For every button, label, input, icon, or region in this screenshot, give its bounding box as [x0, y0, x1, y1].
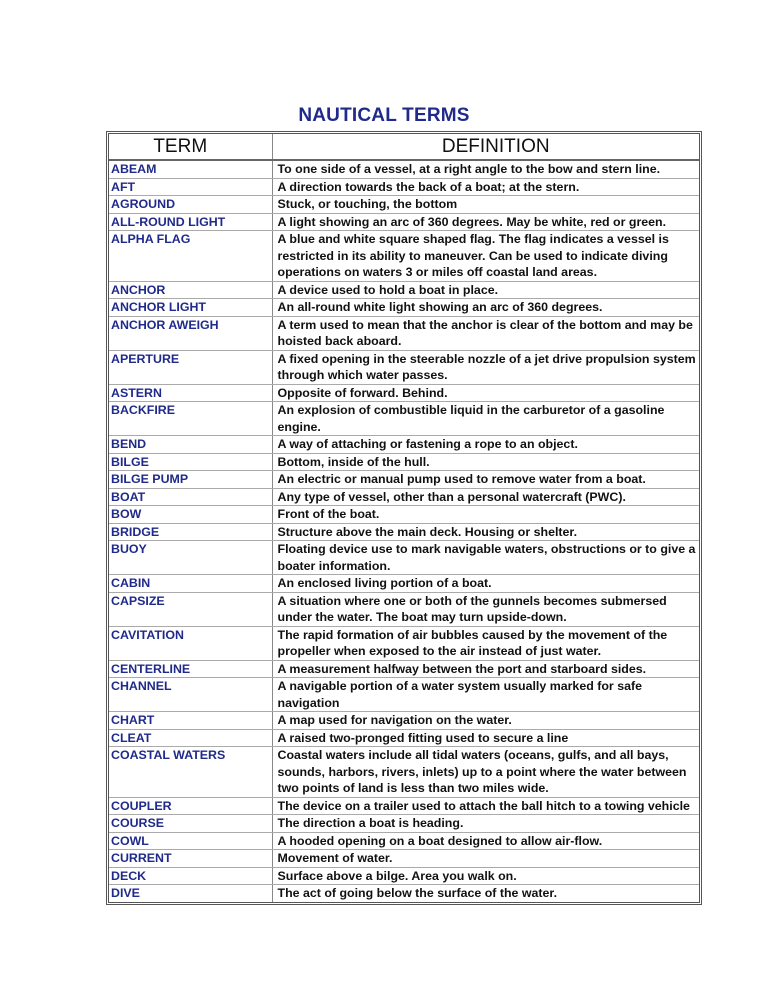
definition-cell: Movement of water.: [272, 850, 699, 868]
definition-cell: An enclosed living portion of a boat.: [272, 575, 699, 593]
header-row: [109, 134, 699, 160]
term-cell: ASTERN: [109, 384, 272, 402]
table-row: [109, 506, 699, 524]
table-row: [109, 712, 699, 730]
definition-cell: A fixed opening in the steerable nozzle of a jet drive propulsion system through which water passes.: [272, 350, 699, 384]
definition-cell: Front of the boat.: [272, 506, 699, 524]
table-row: [109, 384, 699, 402]
definition-cell: An explosion of combustible liquid in the carburetor of a gasoline engine.: [272, 402, 699, 436]
term-cell: COUPLER: [109, 797, 272, 815]
term-cell: COWL: [109, 832, 272, 850]
term-cell: BUOY: [109, 541, 272, 575]
term-cell: BEND: [109, 436, 272, 454]
definition-cell: The device on a trailer used to attach the ball hitch to a towing vehicle: [272, 797, 699, 815]
definition-cell: A term used to mean that the anchor is clear of the bottom and may be hoisted back aboard.: [272, 316, 699, 350]
definition-cell: A measurement halfway between the port and starboard sides.: [272, 660, 699, 678]
term-cell: BACKFIRE: [109, 402, 272, 436]
term-cell: DIVE: [109, 885, 272, 902]
definition-cell: A navigable portion of a water system usually marked for safe navigation: [272, 678, 699, 712]
table-row: [109, 402, 699, 436]
term-cell: ABEAM: [109, 160, 272, 178]
definition-cell: Stuck, or touching, the bottom: [272, 196, 699, 214]
table-row: [109, 436, 699, 454]
table-row: [109, 281, 699, 299]
table-row: [109, 231, 699, 282]
definition-cell: The rapid formation of air bubbles caused by the movement of the propeller when exposed to the air instead of just water.: [272, 626, 699, 660]
table-row: [109, 592, 699, 626]
term-cell: APERTURE: [109, 350, 272, 384]
table-row: [109, 729, 699, 747]
term-cell: CHANNEL: [109, 678, 272, 712]
definition-cell: An all-round white light showing an arc of 360 degrees.: [272, 299, 699, 317]
table-row: [109, 488, 699, 506]
table-row: [109, 885, 699, 902]
table-row: [109, 453, 699, 471]
definition-cell: The direction a boat is heading.: [272, 815, 699, 833]
page-title: NAUTICAL TERMS: [298, 105, 470, 126]
table-row: [109, 213, 699, 231]
term-cell: CAPSIZE: [109, 592, 272, 626]
definition-column-header: DEFINITION: [272, 134, 699, 160]
definition-cell: Any type of vessel, other than a personal watercraft (PWC).: [272, 488, 699, 506]
definition-cell: A device used to hold a boat in place.: [272, 281, 699, 299]
term-cell: ALL-ROUND LIGHT: [109, 213, 272, 231]
term-cell: ANCHOR: [109, 281, 272, 299]
table-row: [109, 660, 699, 678]
definition-cell: A situation where one or both of the gunnels becomes submersed under the water. The boat may turn upside-down.: [272, 592, 699, 626]
definition-cell: Opposite of forward. Behind.: [272, 384, 699, 402]
definition-cell: A way of attaching or fastening a rope to an object.: [272, 436, 699, 454]
table-row: [109, 678, 699, 712]
table-row: [109, 299, 699, 317]
term-cell: BOW: [109, 506, 272, 524]
term-cell: ANCHOR AWEIGH: [109, 316, 272, 350]
term-column-header: TERM: [109, 134, 272, 160]
term-cell: AFT: [109, 178, 272, 196]
table-row: [109, 832, 699, 850]
definition-cell: Floating device use to mark navigable waters, obstructions or to give a boater information.: [272, 541, 699, 575]
term-cell: BILGE PUMP: [109, 471, 272, 489]
definition-cell: A map used for navigation on the water.: [272, 712, 699, 730]
term-cell: CHART: [109, 712, 272, 730]
definition-cell: To one side of a vessel, at a right angle to the bow and stern line.: [272, 160, 699, 178]
definition-cell: A raised two-pronged fitting used to secure a line: [272, 729, 699, 747]
term-cell: CAVITATION: [109, 626, 272, 660]
table-row: [109, 867, 699, 885]
term-cell: CURRENT: [109, 850, 272, 868]
term-cell: COASTAL WATERS: [109, 747, 272, 798]
definition-cell: Structure above the main deck. Housing or shelter.: [272, 523, 699, 541]
term-cell: COURSE: [109, 815, 272, 833]
table-row: [109, 523, 699, 541]
definition-cell: The act of going below the surface of the water.: [277, 886, 558, 900]
table-row: [109, 747, 699, 798]
definition-cell: A blue and white square shaped flag. The flag indicates a vessel is restricted in its ability to maneuver. Can be used to indicate diving operations on waters 3 or miles off coastal land areas.: [272, 231, 699, 282]
definition-cell: Bottom, inside of the hull.: [272, 453, 699, 471]
term-cell: CLEAT: [109, 729, 272, 747]
table-row: [109, 316, 699, 350]
table-row: [109, 850, 699, 868]
term-cell: BOAT: [109, 488, 272, 506]
definition-cell: An electric or manual pump used to remove water from a boat.: [272, 471, 699, 489]
term-cell: ANCHOR LIGHT: [109, 299, 272, 317]
term-cell: BRIDGE: [109, 523, 272, 541]
term-cell: CENTERLINE: [109, 660, 272, 678]
table-row: [109, 160, 699, 178]
table-row: [109, 797, 699, 815]
table-row: [109, 626, 699, 660]
table-row: [109, 541, 699, 575]
term-cell: ALPHA FLAG: [109, 231, 272, 282]
definition-cell: Surface above a bilge. Area you walk on.: [272, 867, 699, 885]
definition-cell: A light showing an arc of 360 degrees. May be white, red or green.: [272, 213, 699, 231]
table-row: [109, 350, 699, 384]
table-row: [109, 815, 699, 833]
glossary-table: [106, 131, 702, 905]
term-cell: AGROUND: [109, 196, 272, 214]
term-cell: BILGE: [109, 453, 272, 471]
definition-cell: A direction towards the back of a boat; at the stern.: [272, 178, 699, 196]
table-row: [109, 575, 699, 593]
term-cell: DECK: [109, 867, 272, 885]
table-row: [109, 196, 699, 214]
table-row: [109, 178, 699, 196]
definition-cell: A hooded opening on a boat designed to allow air-flow.: [272, 832, 699, 850]
table-row: [109, 471, 699, 489]
definition-cell: Coastal waters include all tidal waters (oceans, gulfs, and all bays, sounds, harbors, rivers, inlets) up to a point where the water between two points of land is less than two miles wide.: [272, 747, 699, 798]
term-cell: CABIN: [109, 575, 272, 593]
